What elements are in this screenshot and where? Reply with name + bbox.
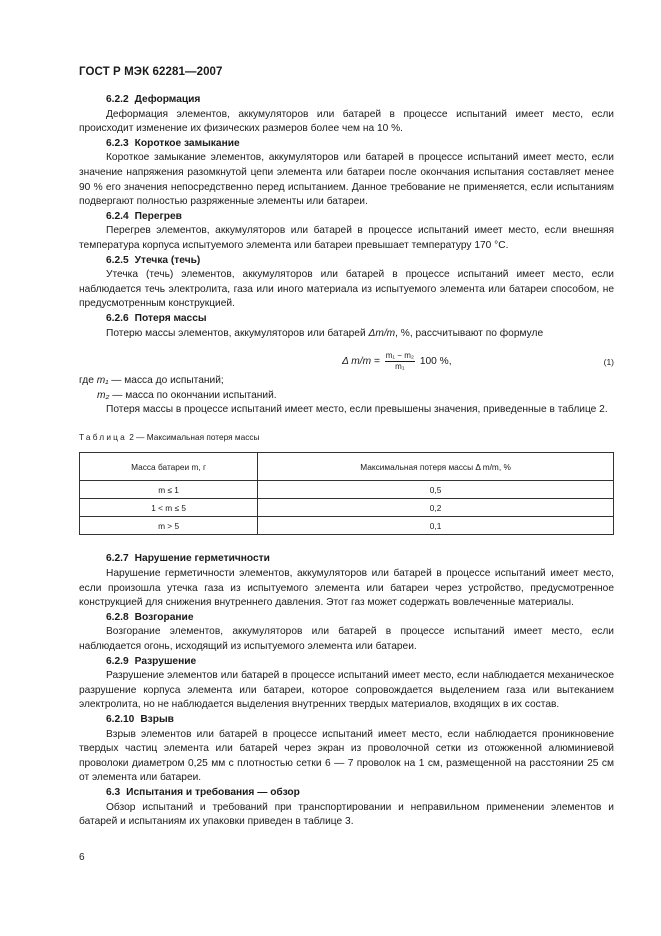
section-title: Нарушение герметичности xyxy=(134,553,270,565)
table-caption: Таблица 2 — Максимальная потеря массы xyxy=(79,431,260,442)
section-number: 6.2.9 xyxy=(106,655,129,667)
formula-numerator: m₁ − m₂ xyxy=(385,351,414,361)
paragraph-explosion: Взрыв элементов или батарей в процессе испытаний имеет место, если наблюдается проникновение твердых частиц элемента или батарей через экран из проволочной сетки из отожженной алюминиевой проволоки диаметром 0,25 мм с плотностью сетки 6 — 7 проволок на 1 см, размещенной на расстоянии 25 см от элемента или батареи. xyxy=(79,728,614,784)
paragraph-rupture: Разрушение элементов или батарей в процессе испытаний имеет место, если наблюдается механическое разрушение корпуса элемента или батареи, которое сопровождается выделением газа или вытеканием электролита, но не наблюдается выделения внутренних твердых материалов, входящих в их состав. xyxy=(79,670,614,711)
paragraph-mass-loss: Потерю массы элементов, аккумуляторов или батарей Δm/m, %, рассчитывают по формуле xyxy=(106,327,544,339)
section-heading-6-2-4 xyxy=(79,210,614,225)
table-cell-loss: 0,5 xyxy=(258,481,614,499)
section-heading-6-2-8 xyxy=(79,611,614,626)
page-content xyxy=(79,93,614,830)
formula-lhs: Δ m/m = xyxy=(342,356,380,368)
table-row xyxy=(80,481,614,499)
table-cell-mass: m > 5 xyxy=(80,517,258,535)
table-header-cell: Максимальная потеря массы Δ m/m, % xyxy=(258,453,614,481)
section-title: Взрыв xyxy=(140,714,174,725)
section-heading-6-2-2 xyxy=(79,93,614,108)
paragraph-short-circuit: Короткое замыкание элементов, аккумуляторов или батарей в процессе испытаний имеет место, если значение напряжения разомкнутой цепи элемента или батареи после окончания испытания составляет менее 90 % его значения непосредственно перед испытанием. Данное требование не применяется, если испытаниям подвергают полностью разряженные элементы или батареи. xyxy=(79,152,614,208)
formula-rhs: 100 %, xyxy=(419,356,452,368)
section-number: 6.2.4 xyxy=(106,210,129,222)
paragraph-fire: Возгорание элементов, аккумуляторов или батарей в процессе испытаний имеет место, если наблюдается огонь, исходящий из испытуемого элемента или батареи. xyxy=(79,626,614,653)
section-number: 6.2.5 xyxy=(106,254,129,266)
paragraph-deformation: Деформация элементов, аккумуляторов или батарей в процессе испытаний имеет место, если происходит изменение их физических размеров более чем на 10 %. xyxy=(79,108,614,135)
formula-denominator: m₁ xyxy=(395,362,405,372)
paragraph-leakage: Утечка (течь) элементов, аккумуляторов или батарей в процессе испытаний имеет место, если наблюдается течь электролита, газа или иного материала из испытуемого элемента или батареи способом, не предусмотренным конструкцией. xyxy=(79,269,614,310)
section-number: 6.2.2 xyxy=(106,94,129,105)
table-header-row xyxy=(80,453,614,481)
paragraph-overheat: Перегрев элементов, аккумуляторов или батарей в процессе испытаний имеет место, если внешняя температура корпуса испытуемого элемента или батареи превышает температуру 170 °С. xyxy=(79,225,614,251)
table-cell-mass: m ≤ 1 xyxy=(80,481,258,499)
table-header-cell: Масса батареи m, г xyxy=(80,453,258,481)
section-number: 6.3 xyxy=(106,786,121,798)
table-max-mass-loss xyxy=(79,452,614,535)
section-heading-6-2-6 xyxy=(79,312,614,327)
definition-m1: где m₁ — масса до испытаний; xyxy=(79,375,224,387)
formula-fraction xyxy=(385,351,415,372)
paragraph-tests-overview: Обзор испытаний и требований при транспортировании и неправильном применении элементов и батарей и испытаниям их упаковки приведен в таблице 3. xyxy=(79,801,614,828)
section-title: Возгорание xyxy=(134,611,194,623)
section-number: 6.2.10 xyxy=(106,714,135,725)
section-heading-6-2-5 xyxy=(79,254,614,269)
definition-m2: m₂ — масса по окончании испытаний. xyxy=(97,389,277,401)
section-title: Деформация xyxy=(134,94,201,105)
mass-loss-variable: Δm/m xyxy=(368,327,396,339)
section-heading-6-2-9 xyxy=(79,655,614,670)
table-row xyxy=(80,499,614,517)
section-title: Короткое замыкание xyxy=(134,137,240,149)
table-cell-mass: 1 < m ≤ 5 xyxy=(80,499,258,517)
section-title: Разрушение xyxy=(134,655,197,667)
formula-expression xyxy=(342,351,452,372)
formula-mass-loss xyxy=(79,343,614,373)
section-title: Испытания и требования — обзор xyxy=(126,786,300,798)
section-number: 6.2.8 xyxy=(106,611,129,623)
equation-number: (1) xyxy=(603,357,614,368)
section-number: 6.2.3 xyxy=(106,137,129,149)
section-title: Утечка (течь) xyxy=(134,254,201,266)
table-row xyxy=(80,517,614,535)
page-header: ГОСТ Р МЭК 62281—2007 xyxy=(79,66,223,78)
page-number: 6 xyxy=(79,852,85,863)
section-heading-6-2-7 xyxy=(79,552,614,567)
section-title: Потеря массы xyxy=(134,312,207,324)
section-heading-6-2-3 xyxy=(79,137,614,152)
table-cell-loss: 0,1 xyxy=(258,517,614,535)
table-cell-loss: 0,2 xyxy=(258,499,614,517)
section-number: 6.2.6 xyxy=(106,312,129,324)
paragraph-depressurization: Нарушение герметичности элементов, аккумуляторов или батарей в процессе испытаний имеет место, если произошла утечка газа из испытуемого элемента или батареи через устройство, предусмотренное конструкцией для снижения внутреннего давления. Этот газ может содержать вовлеченные материалы. xyxy=(79,568,614,609)
section-heading-6-3 xyxy=(79,786,614,801)
section-title: Перегрев xyxy=(134,210,182,222)
section-heading-6-2-10 xyxy=(79,713,614,728)
paragraph-mass-loss-criterion: Потеря массы в процессе испытаний имеет место, если превышены значения, приведенные в таблице 2. xyxy=(106,404,608,416)
section-number: 6.2.7 xyxy=(106,553,129,565)
